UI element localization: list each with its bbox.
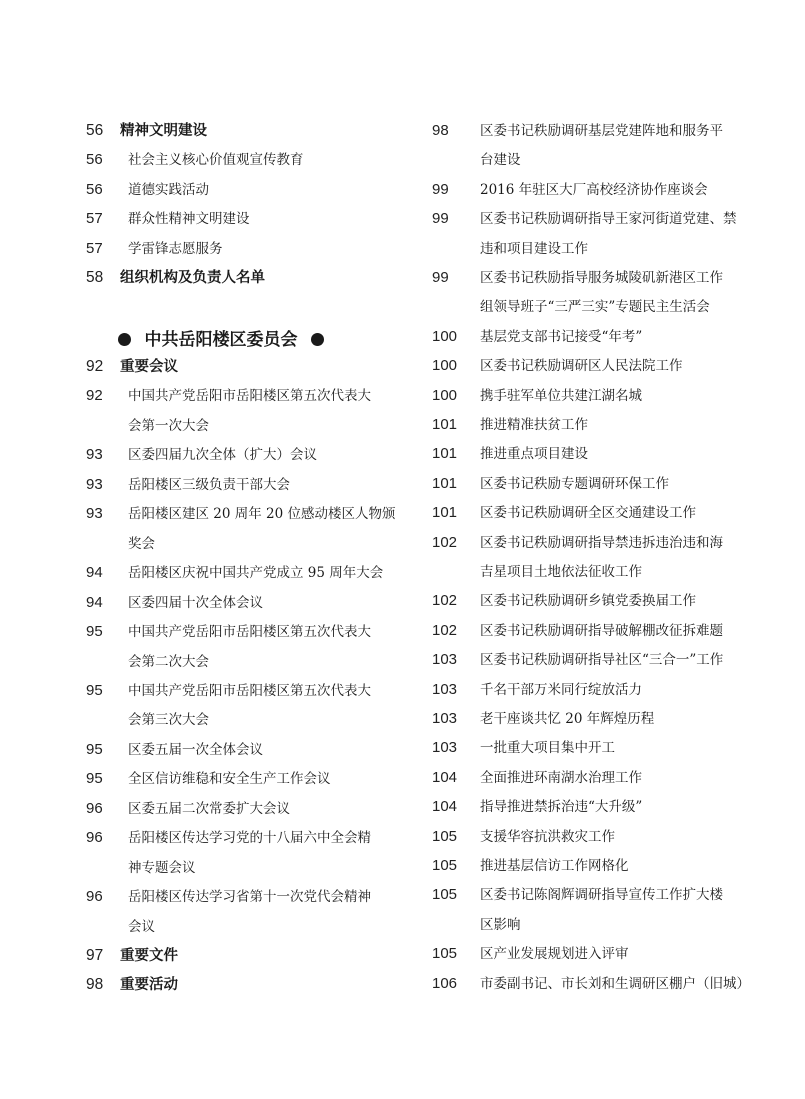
entry-title: 重要会议: [120, 358, 178, 375]
entry-title: 岳阳楼区传达学习党的十八届六中全会精: [128, 830, 371, 847]
entry-title: 台建设: [480, 152, 521, 169]
page-number: 57: [86, 239, 103, 257]
page-number: 95: [86, 681, 103, 699]
page-number: 103: [432, 710, 458, 727]
entry-title: 千名干部万米同行绽放活力: [480, 681, 642, 698]
page-number: 96: [86, 888, 103, 906]
page-number: 103: [432, 680, 458, 698]
entry-title: 岳阳楼区三级负责干部大会: [128, 476, 290, 493]
page-number: 97: [86, 947, 104, 964]
entry-title: 精神文明建设: [120, 122, 207, 139]
page-number: 95: [86, 623, 103, 641]
entry-title: 市委副书记、市长刘和生调研区棚户（旧城）: [480, 975, 750, 992]
entry-title: 会第二次大会: [128, 653, 209, 670]
page-number: 100: [432, 357, 458, 375]
entry-title: 组领导班子“三严三实”专题民主生活会: [480, 299, 710, 316]
entry-title: 一批重大项目集中开工: [480, 740, 615, 757]
entry-title: 区委书记秩励调研指导破解棚改征拆难题: [480, 622, 723, 639]
page-number: 56: [86, 180, 103, 198]
page-number: 99: [432, 180, 449, 198]
page-number: 92: [86, 387, 103, 405]
entry-title: 区委书记秩励指导服务城陵矶新港区工作: [480, 270, 723, 286]
page-number: 101: [432, 416, 458, 433]
entry-title: 道德实践活动: [128, 181, 209, 198]
page-number: 94: [86, 593, 103, 611]
entry-title: 岳阳楼区庆祝中国共产党成立 95 周年大会: [128, 565, 384, 582]
entry-title: 区委书记陈阁辉调研指导宣传工作扩大楼: [480, 887, 723, 904]
entry-title: 中国共产党岳阳市岳阳楼区第五次代表大: [128, 388, 371, 405]
page-number: 93: [86, 505, 103, 523]
page-number: 105: [432, 886, 458, 904]
entry-title: 神专题会议: [128, 859, 196, 876]
entry-title: 老干座谈共忆 20 年辉煌历程: [480, 711, 655, 727]
entry-title: 区委四届十次全体会议: [128, 594, 263, 611]
entry-title: 区委书记秩励调研全区交通建设工作: [480, 505, 696, 522]
entry-title: 区影响: [480, 916, 521, 933]
entry-title: 吉星项目土地依法征收工作: [480, 564, 642, 580]
entry-title: 推进重点项目建设: [480, 446, 588, 463]
page-number: 104: [432, 768, 458, 786]
page-number: 102: [432, 621, 458, 639]
page-number: 105: [432, 857, 458, 874]
bullet-left-icon: [118, 333, 131, 346]
entry-title: 区委四届九次全体（扩大）会议: [128, 447, 317, 464]
page-number: 99: [432, 269, 449, 286]
entry-title: 岳阳楼区传达学习省第十一次党代会精神: [128, 889, 371, 906]
entry-title: 岳阳楼区建区 20 周年 20 位感动楼区人物颁: [128, 506, 396, 523]
page-number: 106: [432, 974, 458, 992]
bullet-right-icon: [311, 333, 324, 346]
entry-title: 区委书记秩励专题调研环保工作: [480, 475, 669, 492]
entry-title: 推进基层信访工作网格化: [480, 858, 629, 874]
page-number: 92: [86, 358, 104, 375]
page-number: 56: [86, 151, 103, 169]
entry-title: 推进精准扶贫工作: [480, 417, 588, 433]
page-number: 58: [86, 269, 104, 286]
section-title: [86, 328, 356, 352]
entry-title: 区产业发展规划进入评审: [480, 946, 629, 963]
page-number: 102: [432, 533, 458, 551]
entry-title: 会议: [128, 918, 155, 935]
page-number: 99: [432, 210, 449, 228]
page-number: 93: [86, 446, 103, 464]
entry-title: 奖会: [128, 535, 155, 552]
entry-title: 社会主义核心价值观宣传教育: [128, 152, 304, 169]
entry-title: 全区信访维稳和安全生产工作会议: [128, 771, 331, 788]
entry-title: 指导推进禁拆治违“大升级”: [480, 799, 643, 816]
entry-title: 区委五届二次常委扩大会议: [128, 800, 290, 817]
page-number: 98: [86, 976, 104, 994]
entry-title: 全面推进环南湖水治理工作: [480, 769, 642, 786]
entry-title: 区委书记秩励调研基层党建阵地和服务平: [480, 123, 723, 139]
entry-title: 区委书记秩励调研指导王家河街道党建、禁: [480, 211, 737, 228]
entry-title: 重要活动: [120, 976, 178, 994]
entry-title: 区委书记秩励调研乡镇党委换届工作: [480, 593, 696, 610]
page-number: 56: [86, 122, 104, 139]
entry-title: 重要文件: [120, 947, 178, 964]
entry-title: 违和项目建设工作: [480, 240, 588, 257]
page-number: 94: [86, 564, 103, 582]
page-number: 93: [86, 475, 103, 493]
entry-title: 组织机构及负责人名单: [120, 269, 265, 286]
page-number: 101: [432, 445, 458, 463]
page-number: 95: [86, 740, 103, 758]
page-number: 100: [432, 386, 458, 404]
page-number: 96: [86, 799, 103, 817]
entry-title: 区委书记秩励调研指导禁违拆违治违和海: [480, 534, 723, 551]
page-number: 95: [86, 770, 103, 788]
entry-title: 基层党支部书记接受“年考”: [480, 328, 643, 345]
entry-title: 会第三次大会: [128, 712, 209, 729]
entry-title: 支援华容抗洪救灾工作: [480, 828, 615, 845]
page-number: 101: [432, 504, 458, 522]
section-title-text: 中共岳阳楼区委员会: [144, 330, 298, 350]
entry-title: 中国共产党岳阳市岳阳楼区第五次代表大: [128, 682, 371, 699]
entry-title: 区委书记秩励调研指导社区“三合一”工作: [480, 652, 724, 669]
entry-title: 携手驻军单位共建江湖名城: [480, 387, 642, 404]
page-number: 102: [432, 592, 458, 610]
page-number: 100: [432, 327, 458, 345]
page-number: 103: [432, 739, 458, 757]
entry-title: 会第一次大会: [128, 417, 209, 434]
entry-title: 区委书记秩励调研区人民法院工作: [480, 358, 683, 375]
page-number: 105: [432, 945, 458, 963]
entry-title: 中国共产党岳阳市岳阳楼区第五次代表大: [128, 624, 371, 641]
page-number: 101: [432, 474, 458, 492]
page-number: 98: [432, 122, 449, 139]
page-number: 57: [86, 210, 103, 228]
page-number: 103: [432, 651, 458, 669]
page-number: 96: [86, 829, 103, 847]
entry-title: 2016 年驻区大厂高校经济协作座谈会: [480, 181, 708, 198]
entry-title: 群众性精神文明建设: [128, 211, 250, 228]
page-number: 105: [432, 827, 458, 845]
page-number: 104: [432, 798, 458, 816]
entry-title: 区委五届一次全体会议: [128, 741, 263, 758]
entry-title: 学雷锋志愿服务: [128, 240, 223, 257]
